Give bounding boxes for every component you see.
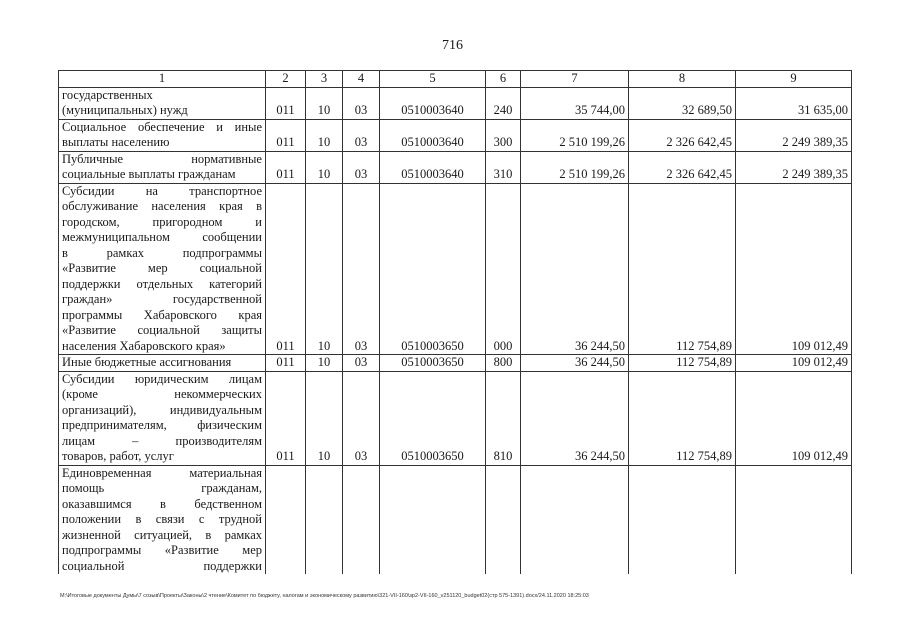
section-code-cell: 011 <box>266 151 306 183</box>
target-article-cell: 0510003640 <box>380 87 486 119</box>
row-name-cell <box>59 87 266 119</box>
row-name-line: поддержки отдельных категорий <box>62 276 262 291</box>
expense-type-cell: 000 <box>486 183 521 355</box>
row-name-line: товаров, работ, услуг <box>62 449 174 463</box>
row-name-cell <box>59 183 266 355</box>
row-name-line: жизненной ситуацией, в рамках <box>62 527 262 542</box>
row-name-line: предпринимателям, физическим <box>62 418 262 432</box>
table-row <box>59 87 852 119</box>
amount-col9-cell: 109 012,49 <box>736 355 852 372</box>
item-code-cell: 03 <box>343 371 380 465</box>
subsection-code-cell: 10 <box>306 183 343 355</box>
section-code-cell: 011 <box>266 119 306 151</box>
table-row <box>59 151 852 183</box>
page-number: 716 <box>442 38 463 53</box>
footer-file-path: M:\Итоговые документы Думы\7 созыв\Проекты\Законы\2 чтение\Комитет по бюджету, налогам и экономическому развитию\321-VII-160\зр2-VII-160_v251120_budget02(стр 575-1391).docx/24.11.2020 18:25:03 <box>60 593 589 599</box>
header-cell-7: 7 <box>521 71 629 88</box>
row-name-line: Иные бюджетные ассигнования <box>62 355 232 369</box>
amount-col8-cell <box>629 465 736 574</box>
header-cell-3: 3 <box>306 71 343 88</box>
expense-type-cell: 240 <box>486 87 521 119</box>
row-name-line: межмуниципальном сообщении <box>62 230 262 244</box>
item-code-cell <box>343 465 380 574</box>
row-name-line: Единовременная материальная <box>62 465 262 480</box>
budget-table <box>58 70 852 574</box>
subsection-code-cell <box>306 465 343 574</box>
subsection-code-cell: 10 <box>306 151 343 183</box>
section-code-cell: 011 <box>266 87 306 119</box>
subsection-code-cell: 10 <box>306 87 343 119</box>
row-name-line: населения Хабаровского края» <box>62 338 226 353</box>
target-article-cell: 0510003640 <box>380 151 486 183</box>
row-name-line: помощь гражданам, <box>62 481 262 495</box>
row-name-line: лицам – производителям <box>62 433 262 448</box>
subsection-code-cell: 10 <box>306 355 343 372</box>
item-code-cell: 03 <box>343 87 380 119</box>
section-code-cell: 011 <box>266 355 306 372</box>
row-name-line: городском, пригородном и <box>62 214 262 229</box>
row-name-line: (кроме некоммерческих <box>62 387 262 401</box>
expense-type-cell: 300 <box>486 119 521 151</box>
amount-col9-cell: 109 012,49 <box>736 183 852 355</box>
item-code-cell: 03 <box>343 183 380 355</box>
header-cell-2: 2 <box>266 71 306 88</box>
amount-col8-cell: 112 754,89 <box>629 183 736 355</box>
amount-col9-cell <box>736 465 852 574</box>
row-name-line: Субсидии на транспортное <box>62 183 262 198</box>
row-name-line: граждан» государственной <box>62 292 262 306</box>
table-row <box>59 355 852 372</box>
amount-col9-cell: 2 249 389,35 <box>736 151 852 183</box>
target-article-cell: 0510003640 <box>380 119 486 151</box>
header-row <box>59 71 852 88</box>
expense-type-cell <box>486 465 521 574</box>
expense-type-cell: 310 <box>486 151 521 183</box>
header-cell-1: 1 <box>59 71 266 88</box>
row-name-cell <box>59 355 266 372</box>
row-name-line: социальной поддержки <box>62 558 262 573</box>
item-code-cell: 03 <box>343 151 380 183</box>
row-name-cell <box>59 465 266 574</box>
header-cell-4: 4 <box>343 71 380 88</box>
table-row <box>59 119 852 151</box>
amount-col8-cell: 112 754,89 <box>629 371 736 465</box>
row-name-line: (муниципальных) нужд <box>62 103 188 117</box>
expense-type-cell: 800 <box>486 355 521 372</box>
row-name-line: программы Хабаровского края <box>62 307 262 322</box>
row-name-cell <box>59 151 266 183</box>
table-row <box>59 465 852 574</box>
row-name-cell <box>59 119 266 151</box>
amount-col7-cell: 35 744,00 <box>521 87 629 119</box>
row-name-line: Публичные нормативные <box>62 151 262 166</box>
section-code-cell: 011 <box>266 371 306 465</box>
amount-col9-cell: 109 012,49 <box>736 371 852 465</box>
subsection-code-cell: 10 <box>306 371 343 465</box>
header-cell-8: 8 <box>629 71 736 88</box>
amount-col7-cell: 2 510 199,26 <box>521 119 629 151</box>
table-row <box>59 371 852 465</box>
row-name-line: «Развитие мер социальной <box>62 261 262 275</box>
table-row <box>59 183 852 355</box>
row-name-line: подпрограммы «Развитие мер <box>62 543 262 557</box>
row-name-line: Субсидии юридическим лицам <box>62 371 262 386</box>
amount-col8-cell: 112 754,89 <box>629 355 736 372</box>
header-cell-5: 5 <box>380 71 486 88</box>
target-article-cell <box>380 465 486 574</box>
expense-type-cell: 810 <box>486 371 521 465</box>
amount-col8-cell: 2 326 642,45 <box>629 151 736 183</box>
row-name-line: организаций), индивидуальным <box>62 402 262 417</box>
row-name-line: Социальное обеспечение и иные <box>62 119 262 134</box>
row-name-line: государственных <box>62 87 153 102</box>
amount-col7-cell: 36 244,50 <box>521 183 629 355</box>
target-article-cell: 0510003650 <box>380 355 486 372</box>
item-code-cell: 03 <box>343 355 380 372</box>
amount-col8-cell: 32 689,50 <box>629 87 736 119</box>
target-article-cell: 0510003650 <box>380 183 486 355</box>
section-code-cell: 011 <box>266 183 306 355</box>
amount-col7-cell: 2 510 199,26 <box>521 151 629 183</box>
row-name-cell <box>59 371 266 465</box>
row-name-line: выплаты населению <box>62 135 170 149</box>
row-name-line: «Развитие социальной защиты <box>62 323 262 337</box>
row-name-line: обслуживание населения края в <box>62 199 262 213</box>
section-code-cell <box>266 465 306 574</box>
amount-col9-cell: 31 635,00 <box>736 87 852 119</box>
amount-col7-cell: 36 244,50 <box>521 371 629 465</box>
row-name-line: социальные выплаты гражданам <box>62 167 236 181</box>
row-name-line: оказавшимся в бедственном <box>62 496 262 511</box>
amount-col8-cell: 2 326 642,45 <box>629 119 736 151</box>
row-name-line: в рамках подпрограммы <box>62 245 262 260</box>
amount-col7-cell: 36 244,50 <box>521 355 629 372</box>
row-name-line: положении в связи с трудной <box>62 512 262 526</box>
item-code-cell: 03 <box>343 119 380 151</box>
header-cell-9: 9 <box>736 71 852 88</box>
amount-col7-cell <box>521 465 629 574</box>
amount-col9-cell: 2 249 389,35 <box>736 119 852 151</box>
subsection-code-cell: 10 <box>306 119 343 151</box>
header-cell-6: 6 <box>486 71 521 88</box>
target-article-cell: 0510003650 <box>380 371 486 465</box>
